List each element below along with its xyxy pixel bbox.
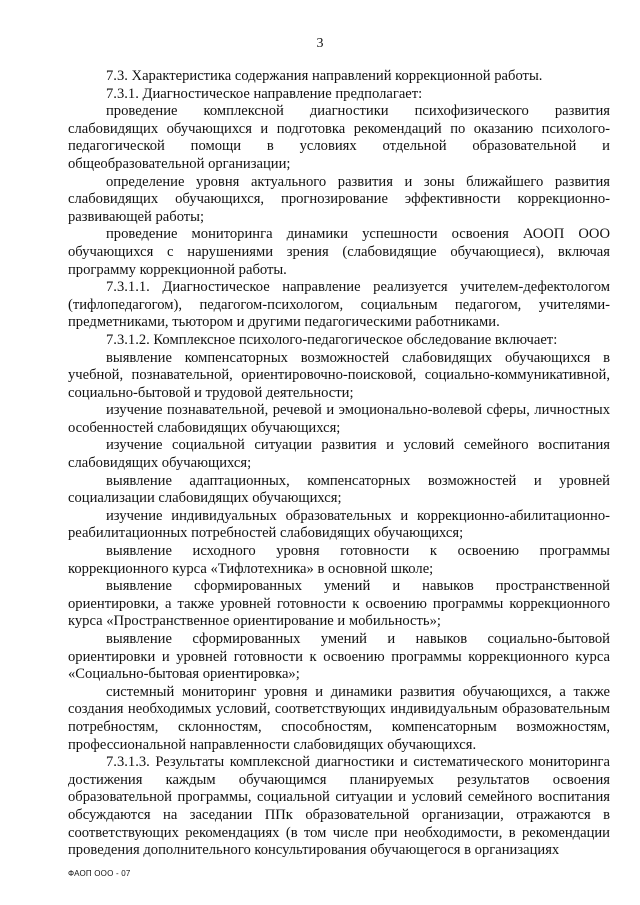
list-item-social-situation: изучение социальной ситуации развития и условий семейного воспитания слабовидящих обучающихся; xyxy=(68,437,610,472)
paragraph-7-3-1-2: 7.3.1.2. Комплексное психолого-педагогическое обследование включает: xyxy=(106,331,558,348)
paragraph-7-3-1-1: 7.3.1.1. Диагностическое направление реализуется учителем-дефектологом (тифлопедагогом), педагогом-психологом, социальным педагогом, учителями-предметниками, тьютором и другими педагогическими работниками. xyxy=(68,279,610,331)
paragraph-monitoring: проведение мониторинга динамики успешности освоения АООП ООО обучающихся с нарушениями зрения (слабовидящие обучающиеся), включая программу коррекционной работы. xyxy=(68,226,610,278)
list-item-adaptation: выявление адаптационных, компенсаторных возможностей и уровней социализации слабовидящих обучающихся; xyxy=(68,472,610,507)
paragraph-diagnostics: проведение комплексной диагностики психофизического развития слабовидящих обучающихся и подготовка рекомендаций по оказанию психолого-педагогической помощи в условиях отдельной образовательной и общеобразовательной организации; xyxy=(68,103,610,172)
document-footer: ФАОП ООО - 07 xyxy=(68,869,131,878)
list-item-social-household: выявление сформированных умений и навыков социально-бытовой ориентировки и уровней готовности к освоению программы коррекционного курса «Социально-бытовая ориентировка»; xyxy=(68,631,610,683)
list-item-tiflotechnika: выявление исходного уровня готовности к освоению программы коррекционного курса «Тифлотехника» в основной школе; xyxy=(68,543,610,577)
subsection-heading-7-3-1: 7.3.1. Диагностическое направление предполагает: xyxy=(106,85,423,102)
document-body xyxy=(68,68,610,860)
paragraph-7-3-1-3: 7.3.1.3. Результаты комплексной диагностики и систематического мониторинга достижения каждым обучающимся планируемых результатов освоения образовательной программы, социальной ситуации и условий семейного воспитания обсуждаются на заседании ППк образовательной организации, отражаются в соответствующих рекомендациях (в том числе при необходимости, в рекомендации проведения дополнительного консультирования обучающегося в организациях xyxy=(68,754,610,859)
list-item-cognitive: изучение познавательной, речевой и эмоционально-волевой сферы, личностных особенностей слабовидящих обучающихся; xyxy=(68,402,610,436)
paragraph-development-level: определение уровня актуального развития и зоны ближайшего развития слабовидящих обучающихся, прогнозирование эффективности коррекционно-развивающей работы; xyxy=(68,173,610,225)
list-item-systemic-monitoring: системный мониторинг уровня и динамики развития обучающихся, а также создания необходимых условий, соответствующих индивидуальным образовательным потребностям, склонностям, способностям, компенсаторным возможностям, профессиональной направленности слабовидящих обучающихся. xyxy=(68,683,610,753)
list-item-spatial-orientation: выявление сформированных умений и навыков пространственной ориентировки, а также уровней готовности к освоению программы коррекционного курса «Пространственное ориентирование и мобильность»; xyxy=(68,578,610,630)
list-item-compensatory: выявление компенсаторных возможностей слабовидящих обучающихся в учебной, познавательной, ориентировочно-поисковой, социально-коммуникативной, социально-бытовой и трудовой деятельности; xyxy=(68,349,610,401)
page-number: 3 xyxy=(316,36,324,51)
section-heading-7-3: 7.3. Характеристика содержания направлений коррекционной работы. xyxy=(106,68,543,84)
list-item-individual-needs: изучение индивидуальных образовательных и коррекционно-абилитационно-реабилитационных потребностей слабовидящих обучающихся; xyxy=(68,507,610,542)
